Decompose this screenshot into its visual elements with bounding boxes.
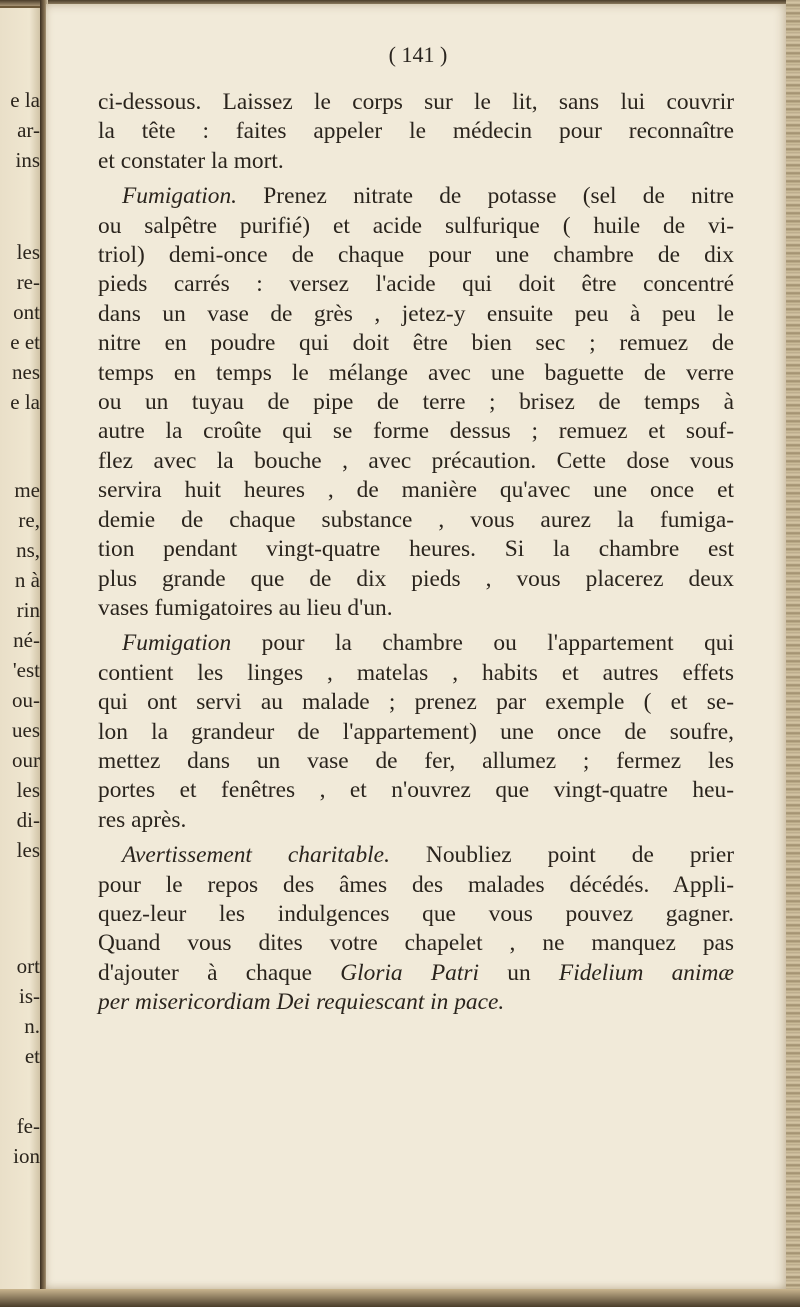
text-line [98, 359, 734, 388]
text-run: d'ajouter à chaque [98, 959, 341, 986]
text-run: temps en temps le mélange avec une baguette de verre [98, 359, 734, 386]
text-line [98, 565, 734, 594]
facing-page-fragment: ues [12, 718, 40, 742]
text-run: dans un vase de grès , jetez-y ensuite peu à peu le [98, 300, 734, 327]
paragraph [98, 182, 734, 623]
facing-page-fragment: ou- [12, 688, 40, 712]
text-run: servira huit heures , de manière qu'avec une once et [98, 477, 734, 504]
facing-page-fragment: fe- [16, 1114, 40, 1138]
paragraph [98, 88, 734, 176]
text-run: plus grande que de dix pieds , vous placerez deux [98, 565, 734, 592]
text-line [98, 88, 734, 117]
text-line [98, 929, 734, 958]
facing-page-fragment: ont [13, 300, 40, 324]
text-line [98, 988, 734, 1017]
text-line [98, 212, 734, 241]
text-line [98, 747, 734, 776]
facing-page-fragment: n à [14, 568, 40, 592]
text-run: pour la chambre ou l'appartement qui [231, 630, 734, 657]
text-run: ou salpêtre purifié) et acide sulfurique ( huile de vi- [98, 212, 734, 239]
text-run: ou un tuyau de pipe de terre ; brisez de temps à [98, 389, 734, 416]
facing-page-fragment: les [16, 778, 40, 802]
text-line [98, 900, 734, 929]
facing-page-fragment: di- [16, 808, 40, 832]
text-line [98, 806, 734, 835]
facing-page-fragment: ns, [16, 538, 40, 562]
text-line [98, 182, 734, 211]
italic-run: per misericordiam Dei requiescant in pace. [98, 989, 505, 1016]
text-run: triol) demi-once de chaque pour une chambre de dix [98, 242, 734, 269]
text-run: la tête : faites appeler le médecin pour reconnaître [98, 118, 734, 145]
text-line [98, 841, 734, 870]
italic-run: Fumigation [122, 630, 232, 657]
italic-run: Gloria Patri [340, 959, 479, 986]
paragraph [98, 629, 734, 835]
text-run: portes et fenêtres , et n'ouvrez que vingt-quatre heu- [98, 777, 734, 804]
text-run: Prenez nitrate de potasse (sel de nitre [237, 183, 734, 210]
facing-page-fragment: our [12, 748, 40, 772]
page-number: ( 141 ) [388, 42, 448, 67]
text-run: quez-leur les indulgences que vous pouvez gagner. [98, 900, 734, 927]
facing-page-fragment: les [16, 240, 40, 264]
text-line [98, 535, 734, 564]
facing-page-fragment: nes [12, 360, 40, 384]
text-run: ci-dessous. Laissez le corps sur le lit, sans lui couvrir [98, 89, 734, 115]
text-line [98, 629, 734, 658]
facing-page-fragment: re- [16, 270, 40, 294]
text-run: autre la croûte qui se forme dessus ; remuez et souf- [98, 418, 734, 445]
facing-page-fragment: re, [18, 508, 40, 532]
italic-run: Avertissement charitable. [122, 842, 390, 869]
facing-page-fragment: ar- [17, 118, 40, 142]
facing-page-fragment: et [24, 1044, 40, 1068]
italic-run: Fumigation. [122, 183, 238, 210]
facing-page-fragment: 'est [12, 658, 40, 682]
text-line [98, 776, 734, 805]
text-line [98, 300, 734, 329]
text-line [98, 594, 734, 623]
facing-page-fragment: ins [15, 148, 40, 172]
text-line [98, 329, 734, 358]
facing-page-fragment: ion [13, 1144, 40, 1168]
text-line [98, 147, 734, 176]
facing-page-fragment: les [16, 838, 40, 862]
facing-page-fragment: ort [16, 954, 40, 978]
text-run: Quand vous dites votre chapelet , ne manquez pas [98, 930, 734, 957]
text-line [98, 659, 734, 688]
text-line [98, 506, 734, 535]
text-run: et constater la mort. [98, 147, 284, 174]
text-run: mettez dans un vase de fer, allumez ; fermez les [98, 747, 734, 774]
text-line [98, 388, 734, 417]
facing-page-fragment: né- [13, 628, 40, 652]
text-run: nitre en poudre qui doit être bien sec ; remuez de [98, 330, 734, 357]
text-line [98, 447, 734, 476]
text-run: tion pendant vingt-quatre heures. Si la chambre est [98, 536, 734, 563]
text-line [98, 871, 734, 900]
text-run: vases fumigatoires au lieu d'un. [98, 594, 393, 621]
text-line [98, 241, 734, 270]
text-line [98, 117, 734, 146]
facing-page-margin [0, 8, 42, 1290]
facing-page-fragment: e et [10, 330, 40, 354]
text-run: pieds carrés : versez l'acide qui doit être concentré [98, 271, 734, 298]
facing-page-fragment: e la [10, 88, 40, 112]
text-run: pour le repos des âmes des malades décédés. Appli- [98, 871, 734, 898]
text-line [98, 718, 734, 747]
text-line [98, 417, 734, 446]
text-run: Noubliez point de prier [389, 842, 734, 869]
text-run: lon la grandeur de l'appartement) une once de soufre, [98, 718, 734, 745]
text-run: contient les linges , matelas , habits et autres effets [98, 659, 734, 686]
text-line [98, 476, 734, 505]
facing-page-fragment: me [14, 478, 40, 502]
book-page [46, 4, 790, 1292]
text-run: qui ont servi au malade ; prenez par exemple ( et se- [98, 689, 734, 716]
facing-page-fragment: rin [16, 598, 40, 622]
book-bottom-edge [0, 1289, 800, 1307]
text-run: un [478, 959, 559, 986]
paragraph [98, 841, 734, 1017]
facing-page-fragment: is- [19, 984, 40, 1008]
italic-run: Fidelium animæ [558, 959, 734, 986]
text-line [98, 688, 734, 717]
text-run: flez avec la bouche , avec précaution. Cette dose vous [98, 447, 734, 474]
text-run: res après. [98, 806, 187, 833]
page-stack-edge [786, 0, 800, 1307]
text-line [98, 270, 734, 299]
facing-page-fragment: n. [24, 1014, 40, 1038]
page-text [98, 88, 734, 1024]
text-run: demie de chaque substance , vous aurez la fumiga- [98, 506, 734, 533]
text-line [98, 959, 734, 988]
facing-page-fragment: e la [10, 390, 40, 414]
